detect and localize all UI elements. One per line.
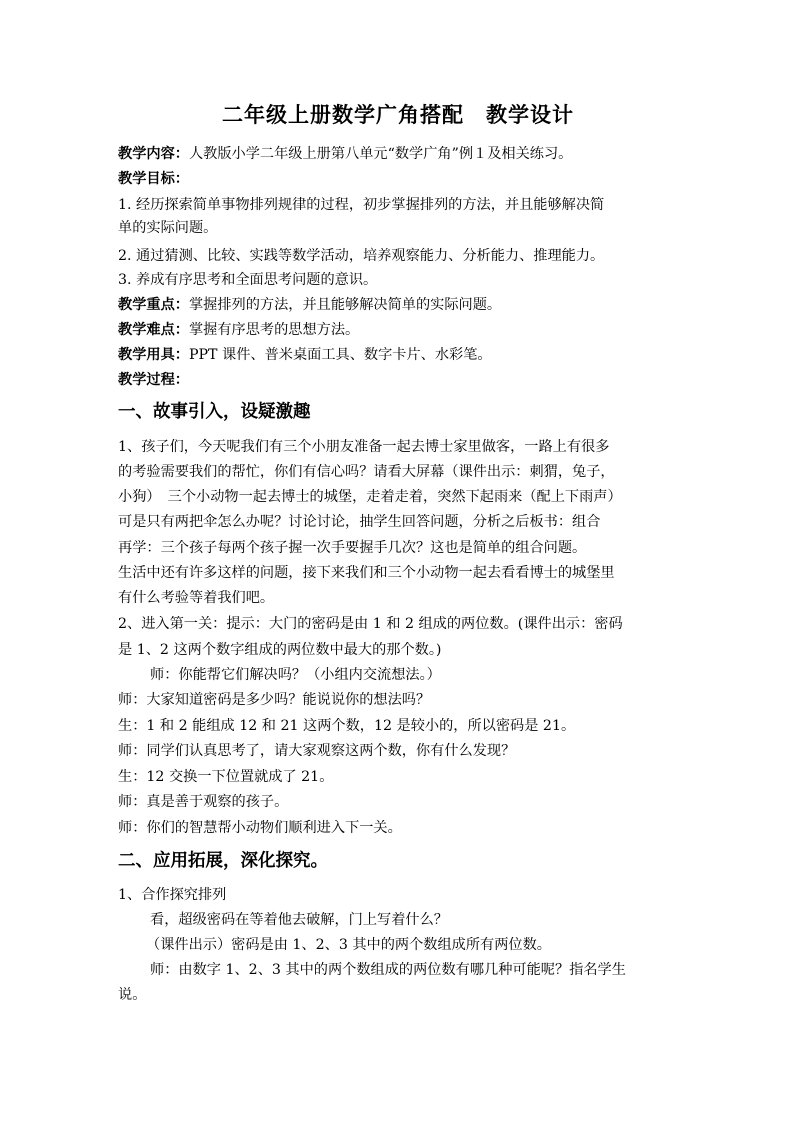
teaching-content-text: 人教版小学二年级上册第八单元“数学广角”例１及相关练习。 xyxy=(188,146,573,162)
document-title: 二年级上册数学广角搭配 教学设计 xyxy=(222,102,574,127)
difficulty-text: 掌握有序思考的思想方法。 xyxy=(188,322,360,338)
tools-line xyxy=(118,345,678,365)
goal-line: 单的实际问题。 xyxy=(118,220,218,236)
section1-line: 师：真是善于观察的孩子。 xyxy=(118,794,289,810)
section1-line: 可是只有两把伞怎么办呢？讨论讨论，抽学生回答问题，分析之后板书：组合 xyxy=(118,514,601,530)
section1-line: 1、孩子们，今天呢我们有三个小朋友准备一起去博士家里做客，一路上有很多 xyxy=(118,439,610,455)
section2-line: 说。 xyxy=(118,987,147,1003)
section1-line: 是 1、2 这两个数字组成的两位数中最大的那个数。) xyxy=(118,642,442,658)
goal-line: 2. 通过猜测、比较、实践等数学活动，培养观察能力、分析能力、推理能力。 xyxy=(118,248,605,264)
goal-line: 1. 经历探索简单事物排列规律的过程，初步掌握排列的方法，并且能够解决简 xyxy=(118,197,605,213)
section1-line: 师：你能帮它们解决吗？（小组内交流想法。） xyxy=(150,667,441,683)
section2-line: 1、合作探究排列 xyxy=(118,887,227,903)
process-label: 教学过程： xyxy=(118,372,189,388)
key-point-text: 掌握排列的方法，并且能够解决简单的实际问题。 xyxy=(188,297,502,313)
section-heading: 二、应用拓展，深化探究。 xyxy=(118,851,328,871)
section1-line: 生：12 交换一下位置就成了 21。 xyxy=(118,769,334,785)
difficulty-line xyxy=(118,320,678,340)
section1-line: 生：1 和 2 能组成 12 和 21 这两个数，12 是较小的，所以密码是 21。 xyxy=(118,718,576,734)
section1-line: 师：大家知道密码是多少吗？能说说你的想法吗？ xyxy=(118,692,431,708)
teaching-content-label: 教学内容： xyxy=(118,146,189,162)
tools-text: PPT 课件、普米桌面工具、数字卡片、水彩笔。 xyxy=(188,347,492,363)
tools-label: 教学用具： xyxy=(118,347,189,363)
section1-line: 的考验需要我们的帮忙，你们有信心吗？请看大屏幕（课件出示：刺猬，兔子， xyxy=(118,464,615,480)
goal-line: 3. 养成有序思考和全面思考问题的意识。 xyxy=(118,272,378,288)
key-point-label: 教学重点： xyxy=(118,297,189,313)
difficulty-label: 教学难点： xyxy=(118,322,189,338)
section1-line: 师：你们的智慧帮小动物们顺利进入下一关。 xyxy=(118,820,402,836)
section2-line: 师：由数字 1、2、3 其中的两个数组成的两位数有哪几种可能呢？指名学生 xyxy=(150,962,626,978)
section1-line: 再学：三个孩子每两个孩子握一次手要握手几次？这也是简单的组合问题。 xyxy=(118,540,587,556)
section1-line: 师：同学们认真思考了，请大家观察这两个数，你有什么发现？ xyxy=(118,743,516,759)
section2-line: 看，超级密码在等着他去破解，门上写着什么？ xyxy=(150,912,448,928)
section1-line: 生活中还有许多这样的问题，接下来我们和三个小动物一起去看看博士的城堡里 xyxy=(118,565,615,581)
key-point-line xyxy=(118,295,678,315)
teaching-goals-label: 教学目标： xyxy=(118,171,189,187)
section1-line: 2、进入第一关：提示：大门的密码是由 1 和 2 组成的两位数。(课件出示：密码 xyxy=(118,616,623,632)
section-heading: 一、故事引入，设疑激趣 xyxy=(118,402,311,422)
section1-line: 有什么考验等着我们吧。 xyxy=(118,590,275,606)
section2-line: （课件出示）密码是由 1、2、3 其中的两个数组成所有两位数。 xyxy=(146,937,551,953)
teaching-content-line xyxy=(118,144,678,164)
section1-line: 小狗） 三个小动物一起去博士的城堡，走着走着，突然下起雨来（配上下雨声） xyxy=(118,489,622,505)
